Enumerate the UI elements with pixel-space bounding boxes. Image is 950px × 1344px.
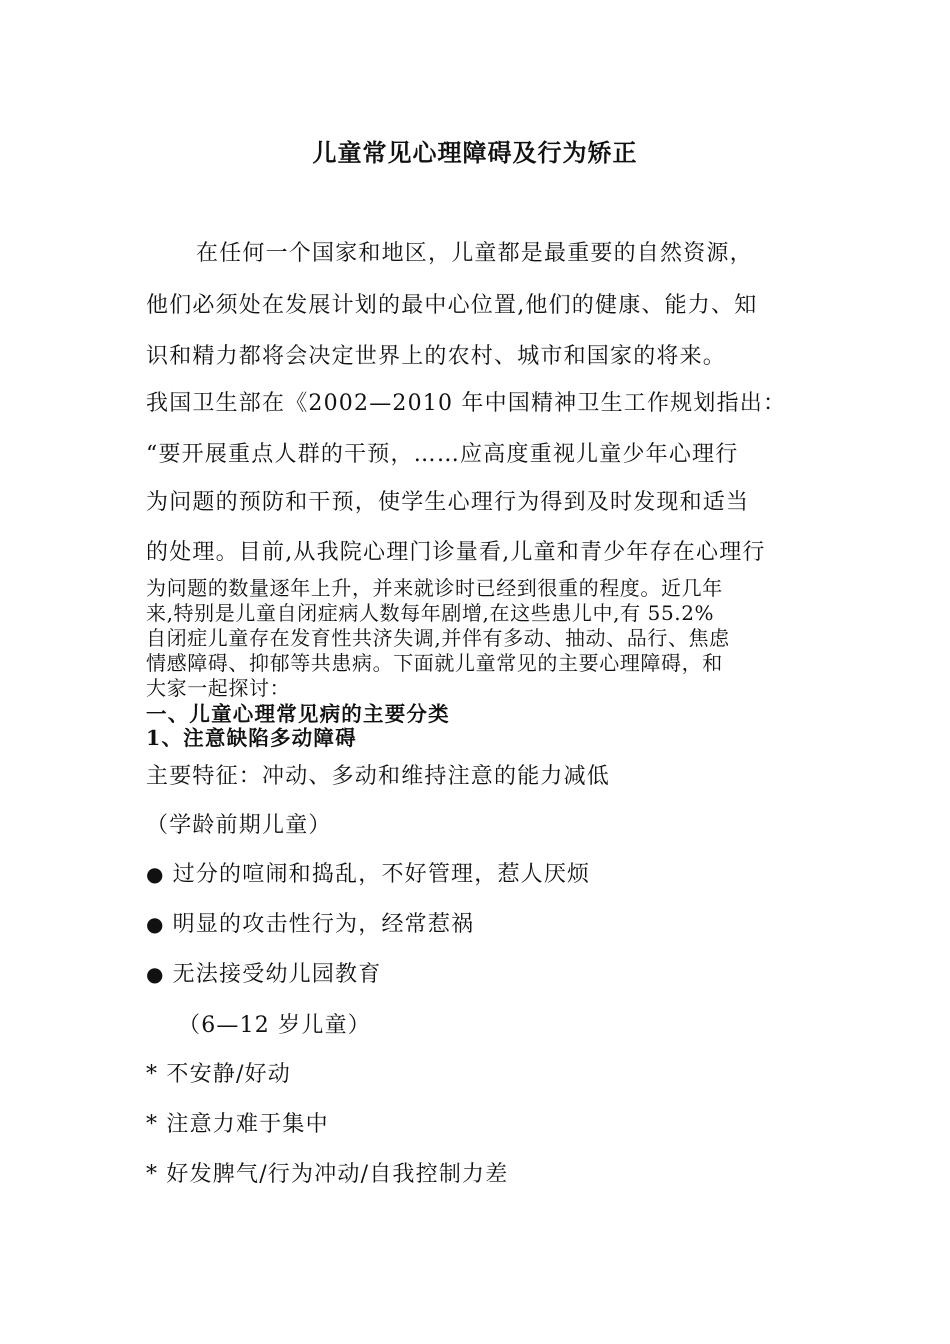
subsection-heading: 1、注意缺陷多动障碍 [146,726,357,750]
bullet-item [146,957,381,988]
dense-line-5: 大家一起探讨： [146,676,291,700]
star-item: * 不安静/好动 [146,1062,292,1087]
intro-line-5: “要开展重点人群的干预，……应高度重视儿童少年心理行 [146,442,739,467]
main-features: 主要特征：冲动、多动和维持注意的能力减低 [146,764,611,789]
star-item: * 注意力难于集中 [146,1112,329,1137]
dense-line-2: 来,特别是儿童自闭症病人数每年剧增,在这些患儿中,有 55.2% [146,601,715,625]
dense-line-1: 为问题的数量逐年上升，并来就诊时已经到很重的程度。近几年 [146,576,723,600]
intro-line-6: 为问题的预防和干预，使学生心理行为得到及时发现和适当 [146,490,750,515]
bullet-item [146,857,590,888]
bullet-text: 明显的攻击性行为，经常惹祸 [172,912,475,937]
bullet-text: 过分的喧闹和捣乱，不好管理，惹人厌烦 [172,862,591,887]
intro-line-7: 的处理。目前,从我院心理门诊量看,儿童和青少年存在心理行 [146,540,766,565]
bullet-icon: ● [146,912,165,936]
intro-line-2: 他们必须处在发展计划的最中心位置,他们的健康、能力、知 [146,293,758,318]
intro-line-4: 我国卫生部在《2002—2010 年中国精神卫生工作规划指出： [146,391,787,416]
dense-line-4: 情感障碍、抑郁等共患病。下面就儿童常见的主要心理障碍，和 [146,651,723,675]
intro-line-1: 在任何一个国家和地区，儿童都是最重要的自然资源， [196,241,753,266]
school-age-label: （6—12 岁儿童） [178,1013,371,1038]
bullet-text: 无法接受幼儿园教育 [172,962,382,987]
star-item: * 好发脾气/行为冲动/自我控制力差 [146,1162,509,1187]
document-title: 儿童常见心理障碍及行为矫正 [312,138,638,167]
bullet-icon: ● [146,862,165,886]
preschool-label: （学龄前期儿童） [146,813,332,838]
bullet-item [146,907,474,938]
dense-line-3: 自闭症儿童存在发育性共济失调,并伴有多动、抽动、品行、焦虑 [146,626,730,650]
section-heading: 一、儿童心理常见病的主要分类 [146,702,450,726]
intro-line-3: 识和精力都将会决定世界上的农村、城市和国家的将来。 [146,344,727,369]
bullet-icon: ● [146,962,165,986]
